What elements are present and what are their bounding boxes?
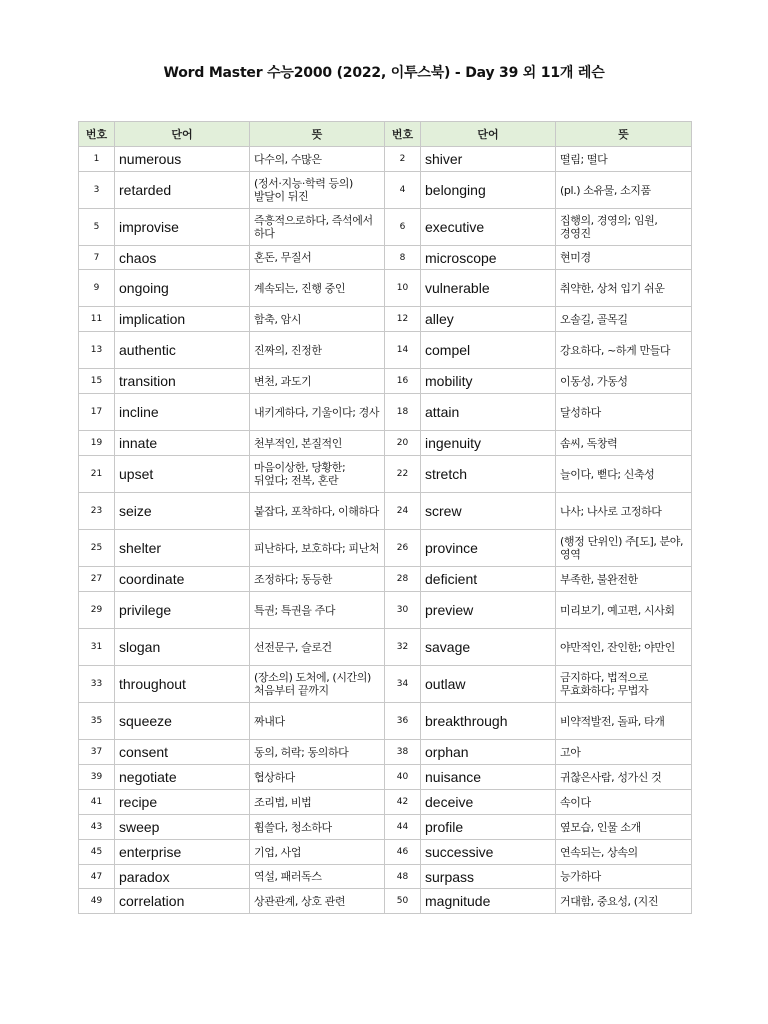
word-number: 16 xyxy=(385,369,421,394)
word-meaning: 귀찮은사람, 성가신 것 xyxy=(556,765,692,790)
word-meaning: 내키게하다, 기울이다; 경사 xyxy=(250,394,385,431)
table-row xyxy=(79,790,692,815)
word-term: attain xyxy=(421,394,556,431)
word-meaning: 솜씨, 독창력 xyxy=(556,431,692,456)
header-word-right: 단어 xyxy=(421,122,556,147)
page-title: Word Master 수능2000 (2022, 이투스북) - Day 39 외 11개 레슨 xyxy=(163,65,605,81)
word-term: coordinate xyxy=(115,567,250,592)
header-meaning-right: 뜻 xyxy=(556,122,692,147)
word-meaning: 강요하다, ~하게 만들다 xyxy=(556,332,692,369)
word-number: 24 xyxy=(385,493,421,530)
table-row xyxy=(79,840,692,865)
table-row xyxy=(79,666,692,703)
table-row xyxy=(79,431,692,456)
table-row xyxy=(79,307,692,332)
word-meaning: (행정 단위인) 주[도], 분야, 영역 xyxy=(556,530,692,567)
header-word-left: 단어 xyxy=(115,122,250,147)
table-row xyxy=(79,332,692,369)
table-row xyxy=(79,172,692,209)
word-term: retarded xyxy=(115,172,250,209)
word-meaning: 고아 xyxy=(556,740,692,765)
word-meaning: 즉흥적으로하다, 즉석에서 하다 xyxy=(250,209,385,246)
word-meaning: 연속되는, 상속의 xyxy=(556,840,692,865)
word-term: screw xyxy=(421,493,556,530)
word-number: 46 xyxy=(385,840,421,865)
word-term: improvise xyxy=(115,209,250,246)
word-number: 28 xyxy=(385,567,421,592)
header-meaning-left: 뜻 xyxy=(250,122,385,147)
word-term: transition xyxy=(115,369,250,394)
word-meaning: 다수의, 수많은 xyxy=(250,147,385,172)
word-meaning: 옆모습, 인물 소개 xyxy=(556,815,692,840)
table-row xyxy=(79,765,692,790)
word-term: profile xyxy=(421,815,556,840)
word-number: 11 xyxy=(79,307,115,332)
word-term: seize xyxy=(115,493,250,530)
word-meaning: (정서·지능·학력 등의) 발달이 뒤진 xyxy=(250,172,385,209)
word-meaning: 특권; 특권을 주다 xyxy=(250,592,385,629)
word-term: belonging xyxy=(421,172,556,209)
word-meaning: 혼돈, 무질서 xyxy=(250,246,385,270)
word-meaning: 협상하다 xyxy=(250,765,385,790)
word-number: 49 xyxy=(79,889,115,914)
table-row xyxy=(79,865,692,889)
word-meaning: 계속되는, 진행 중인 xyxy=(250,270,385,307)
word-term: savage xyxy=(421,629,556,666)
word-number: 50 xyxy=(385,889,421,914)
word-number: 3 xyxy=(79,172,115,209)
word-term: slogan xyxy=(115,629,250,666)
word-number: 21 xyxy=(79,456,115,493)
word-number: 44 xyxy=(385,815,421,840)
word-term: alley xyxy=(421,307,556,332)
word-number: 48 xyxy=(385,865,421,889)
word-term: shiver xyxy=(421,147,556,172)
word-meaning: 달성하다 xyxy=(556,394,692,431)
word-meaning: 조리법, 비법 xyxy=(250,790,385,815)
word-term: outlaw xyxy=(421,666,556,703)
word-term: chaos xyxy=(115,246,250,270)
word-meaning: 금지하다, 법적으로 무효화하다; 무법자 xyxy=(556,666,692,703)
word-number: 25 xyxy=(79,530,115,567)
table-header-row xyxy=(79,122,692,147)
table-row xyxy=(79,629,692,666)
word-number: 43 xyxy=(79,815,115,840)
word-number: 4 xyxy=(385,172,421,209)
word-term: nuisance xyxy=(421,765,556,790)
word-number: 29 xyxy=(79,592,115,629)
word-meaning: 선전문구, 슬로건 xyxy=(250,629,385,666)
word-term: sweep xyxy=(115,815,250,840)
word-term: paradox xyxy=(115,865,250,889)
word-number: 45 xyxy=(79,840,115,865)
word-meaning: 변천, 과도기 xyxy=(250,369,385,394)
word-meaning: 야만적인, 잔인한; 야만인 xyxy=(556,629,692,666)
word-term: executive xyxy=(421,209,556,246)
word-number: 5 xyxy=(79,209,115,246)
word-number: 36 xyxy=(385,703,421,740)
word-term: preview xyxy=(421,592,556,629)
word-number: 13 xyxy=(79,332,115,369)
word-term: squeeze xyxy=(115,703,250,740)
word-term: mobility xyxy=(421,369,556,394)
word-number: 2 xyxy=(385,147,421,172)
word-term: province xyxy=(421,530,556,567)
word-meaning: 미리보기, 예고편, 시사회 xyxy=(556,592,692,629)
word-number: 32 xyxy=(385,629,421,666)
table-row xyxy=(79,740,692,765)
word-number: 23 xyxy=(79,493,115,530)
table-row xyxy=(79,147,692,172)
word-meaning: 집행의, 경영의; 임원, 경영진 xyxy=(556,209,692,246)
table-row xyxy=(79,209,692,246)
vocab-table xyxy=(78,121,692,914)
table-row xyxy=(79,394,692,431)
word-term: consent xyxy=(115,740,250,765)
word-term: microscope xyxy=(421,246,556,270)
word-meaning: 동의, 허락; 동의하다 xyxy=(250,740,385,765)
word-term: negotiate xyxy=(115,765,250,790)
table-row xyxy=(79,493,692,530)
word-term: compel xyxy=(421,332,556,369)
word-number: 20 xyxy=(385,431,421,456)
word-number: 26 xyxy=(385,530,421,567)
word-term: deceive xyxy=(421,790,556,815)
word-number: 33 xyxy=(79,666,115,703)
word-term: magnitude xyxy=(421,889,556,914)
table-row xyxy=(79,456,692,493)
word-term: implication xyxy=(115,307,250,332)
word-meaning: (장소의) 도처에, (시간의) 처음부터 끝까지 xyxy=(250,666,385,703)
table-row xyxy=(79,270,692,307)
word-term: breakthrough xyxy=(421,703,556,740)
table-row xyxy=(79,889,692,914)
word-meaning: 능가하다 xyxy=(556,865,692,889)
table-row xyxy=(79,567,692,592)
word-number: 19 xyxy=(79,431,115,456)
table-row xyxy=(79,530,692,567)
word-meaning: 늘이다, 뻗다; 신축성 xyxy=(556,456,692,493)
word-number: 14 xyxy=(385,332,421,369)
word-meaning: 나사; 나사로 고정하다 xyxy=(556,493,692,530)
word-term: incline xyxy=(115,394,250,431)
word-term: deficient xyxy=(421,567,556,592)
word-term: orphan xyxy=(421,740,556,765)
word-number: 41 xyxy=(79,790,115,815)
header-number-right: 번호 xyxy=(385,122,421,147)
word-meaning: 상관관계, 상호 관련 xyxy=(250,889,385,914)
word-meaning: 마음이상한, 당황한; 뒤엎다; 전복, 혼란 xyxy=(250,456,385,493)
table-row xyxy=(79,815,692,840)
word-term: enterprise xyxy=(115,840,250,865)
word-meaning: 역설, 패러독스 xyxy=(250,865,385,889)
word-meaning: 함축, 암시 xyxy=(250,307,385,332)
word-meaning: 취약한, 상처 입기 쉬운 xyxy=(556,270,692,307)
word-meaning: 부족한, 불완전한 xyxy=(556,567,692,592)
word-number: 38 xyxy=(385,740,421,765)
table-row xyxy=(79,703,692,740)
word-number: 34 xyxy=(385,666,421,703)
table-row xyxy=(79,246,692,270)
table-row xyxy=(79,592,692,629)
word-number: 27 xyxy=(79,567,115,592)
word-meaning: 속이다 xyxy=(556,790,692,815)
word-term: successive xyxy=(421,840,556,865)
word-meaning: 휩쓸다, 청소하다 xyxy=(250,815,385,840)
word-meaning: 진짜의, 진정한 xyxy=(250,332,385,369)
word-number: 35 xyxy=(79,703,115,740)
word-meaning: (pl.) 소유물, 소지품 xyxy=(556,172,692,209)
word-number: 31 xyxy=(79,629,115,666)
word-number: 22 xyxy=(385,456,421,493)
word-number: 12 xyxy=(385,307,421,332)
word-meaning: 기업, 사업 xyxy=(250,840,385,865)
word-number: 10 xyxy=(385,270,421,307)
word-number: 8 xyxy=(385,246,421,270)
word-number: 42 xyxy=(385,790,421,815)
word-term: correlation xyxy=(115,889,250,914)
word-meaning: 이동성, 가동성 xyxy=(556,369,692,394)
word-meaning: 오솔길, 골목길 xyxy=(556,307,692,332)
word-meaning: 조정하다; 동등한 xyxy=(250,567,385,592)
word-number: 37 xyxy=(79,740,115,765)
table-row xyxy=(79,369,692,394)
word-meaning: 피난하다, 보호하다; 피난처 xyxy=(250,530,385,567)
word-term: vulnerable xyxy=(421,270,556,307)
word-meaning: 떨림; 떨다 xyxy=(556,147,692,172)
word-term: stretch xyxy=(421,456,556,493)
word-term: privilege xyxy=(115,592,250,629)
word-number: 40 xyxy=(385,765,421,790)
word-term: upset xyxy=(115,456,250,493)
word-term: shelter xyxy=(115,530,250,567)
word-meaning: 천부적인, 본질적인 xyxy=(250,431,385,456)
word-number: 7 xyxy=(79,246,115,270)
word-number: 6 xyxy=(385,209,421,246)
word-term: recipe xyxy=(115,790,250,815)
word-term: numerous xyxy=(115,147,250,172)
word-number: 9 xyxy=(79,270,115,307)
word-term: throughout xyxy=(115,666,250,703)
word-number: 17 xyxy=(79,394,115,431)
word-number: 39 xyxy=(79,765,115,790)
word-meaning: 짜내다 xyxy=(250,703,385,740)
word-meaning: 비약적발전, 돌파, 타개 xyxy=(556,703,692,740)
word-number: 47 xyxy=(79,865,115,889)
word-term: ingenuity xyxy=(421,431,556,456)
word-term: innate xyxy=(115,431,250,456)
word-term: authentic xyxy=(115,332,250,369)
word-number: 30 xyxy=(385,592,421,629)
word-meaning: 붙잡다, 포착하다, 이해하다 xyxy=(250,493,385,530)
word-number: 15 xyxy=(79,369,115,394)
word-meaning: 현미경 xyxy=(556,246,692,270)
word-term: surpass xyxy=(421,865,556,889)
word-meaning: 거대함, 중요성, (지진 xyxy=(556,889,692,914)
word-term: ongoing xyxy=(115,270,250,307)
header-number-left: 번호 xyxy=(79,122,115,147)
word-number: 18 xyxy=(385,394,421,431)
word-number: 1 xyxy=(79,147,115,172)
